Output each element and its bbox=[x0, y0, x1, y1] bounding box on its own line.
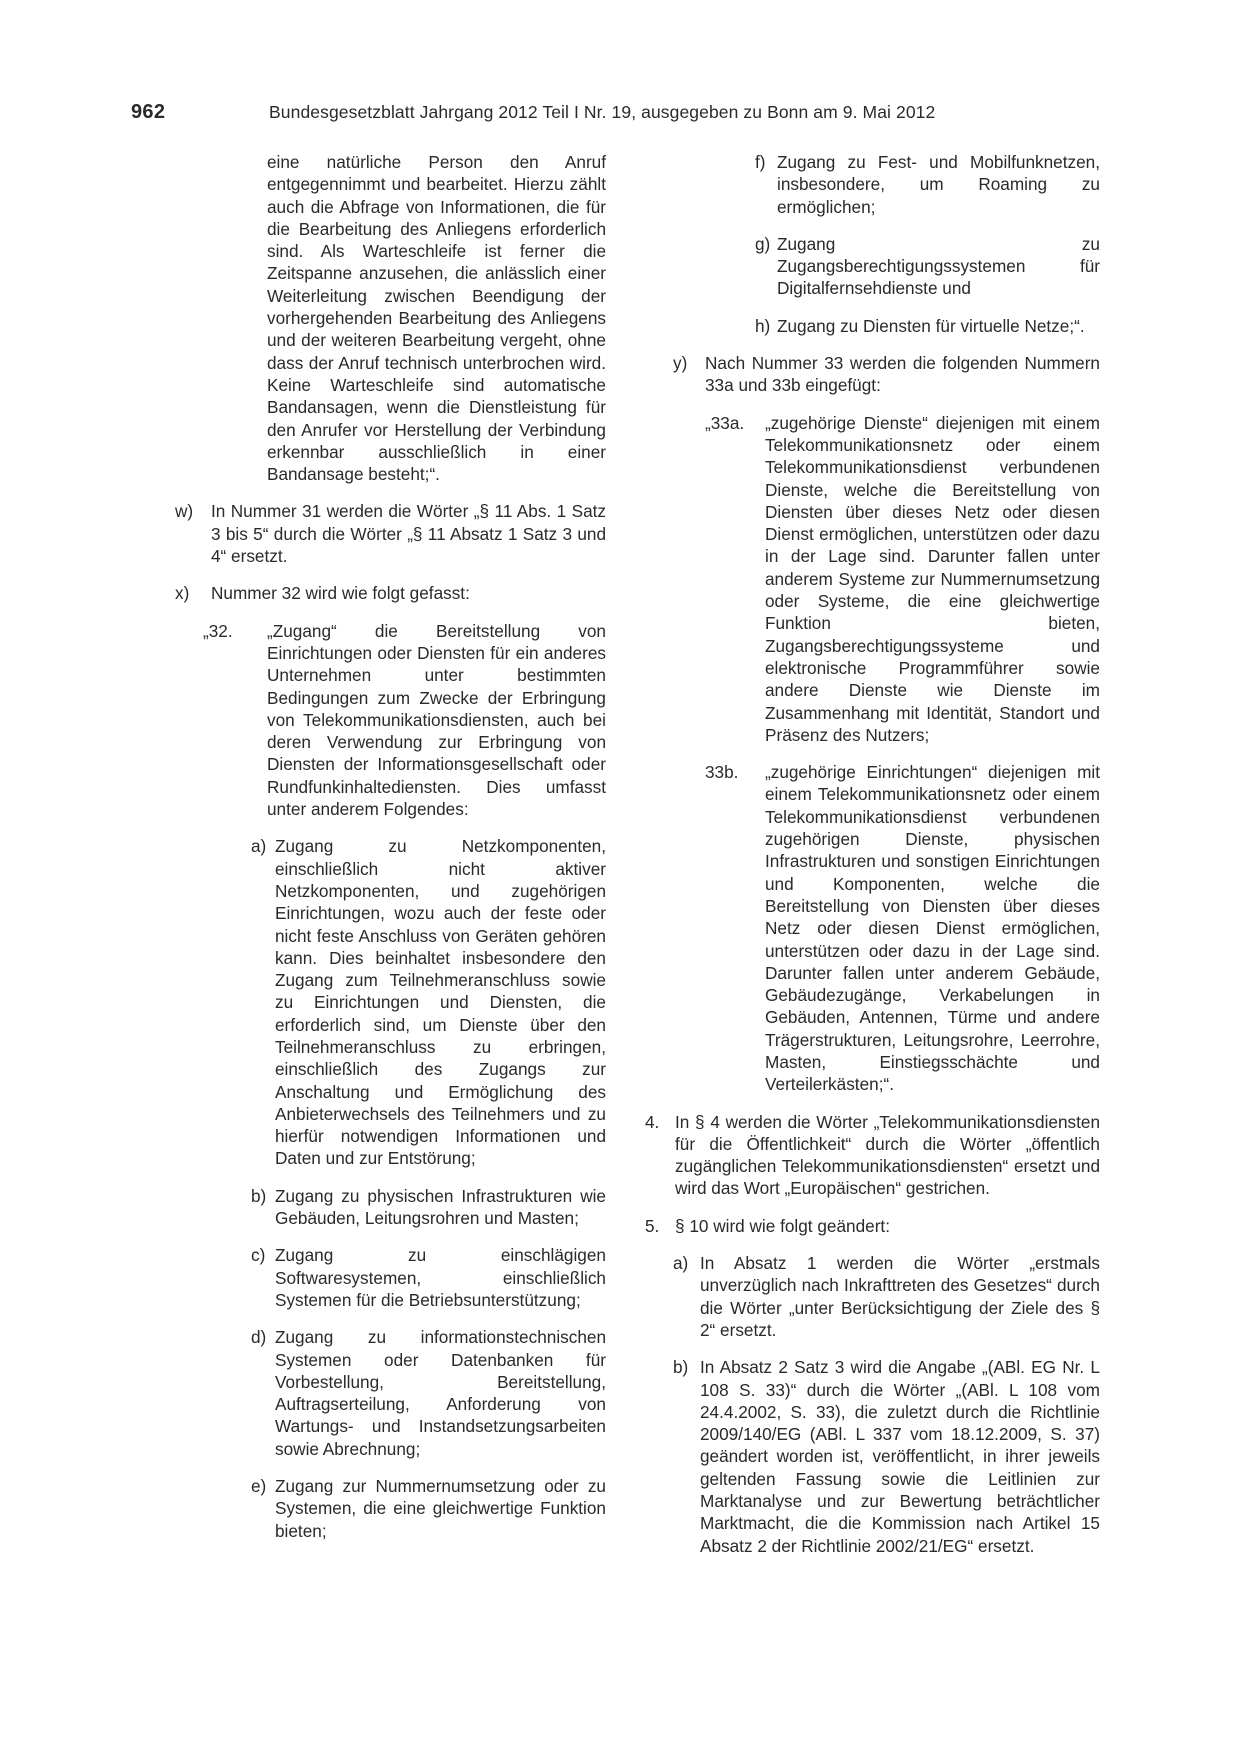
item-w bbox=[175, 500, 606, 567]
item-label: a) bbox=[251, 836, 267, 857]
item-text: Zugang zu Netzkomponenten, einschließlich nicht aktiver Netzkomponenten, und zugehörigen Einrichtungen, wozu auch der feste oder nicht feste Anschluss von Geräten gehören kann. Dies beinhaltet insbesondere den Zugang zum Teilnehmeranschluss sowie zu Einrichtungen und Diensten, die erforderlich sind, um Dienste über den Teilnehmeranschluss zu erbringen, einschließlich des Zugangs zur Anschaltung und Ermöglichung des Anbieterwechsels des Teilnehmers und zu hierfür notwendigen Informationen und Daten und zur Entstörung; bbox=[275, 836, 606, 1169]
item-text: Zugang zu einschlägigen Softwaresystemen, einschließlich Systemen für die Betriebsunterstützung; bbox=[275, 1245, 606, 1310]
item-text: In Absatz 1 werden die Wörter „erstmals unverzüglich nach Inkrafttreten des Gesetzes“ durch die Wörter „unter Berücksichtigung der Ziele des § 2“ ersetzt. bbox=[700, 1253, 1100, 1340]
item-text: Nummer 32 wird wie folgt gefasst: bbox=[211, 583, 470, 604]
item-33a bbox=[645, 412, 1100, 746]
item-32-c bbox=[175, 1244, 606, 1311]
item-label: d) bbox=[251, 1327, 267, 1348]
item-label: 33b. bbox=[705, 762, 739, 783]
item-label: y) bbox=[673, 353, 688, 374]
item-label: x) bbox=[175, 583, 190, 604]
item-label: g) bbox=[755, 233, 771, 254]
item-label: „32. bbox=[203, 620, 233, 641]
item-32-d bbox=[175, 1326, 606, 1460]
item-text: „Zugang“ die Bereitstellung von Einrichtungen oder Diensten für ein anderes Unternehmen unter bestimmten Bedingungen zum Zwecke der Erbringung von Telekommunikationsdiensten, auch bei deren Verwendung zur Erbringung von Diensten der Informationsgesellschaft oder Rundfunkinhaltediensten. Dies umfasst unter anderem Folgendes: bbox=[267, 620, 606, 820]
right-column bbox=[645, 151, 1100, 1572]
item-4 bbox=[645, 1111, 1100, 1200]
item-32-e bbox=[175, 1475, 606, 1542]
running-header: Bundesgesetzblatt Jahrgang 2012 Teil I Nr. 19, ausgegeben zu Bonn am 9. Mai 2012 bbox=[269, 102, 936, 122]
item-32-h bbox=[645, 315, 1100, 337]
item-y bbox=[645, 352, 1100, 397]
item-label: 5. bbox=[645, 1215, 660, 1236]
item-label: w) bbox=[175, 501, 194, 522]
item-label: a) bbox=[673, 1253, 689, 1274]
item-label: „33a. bbox=[705, 412, 745, 433]
item-text: In § 4 werden die Wörter „Telekommunikationsdiensten für die Öffentlichkeit“ durch die Wörter „öffentlich zugänglichen Telekommunikationsdiensten“ ersetzt und wird das Wort „Europäischen“ gestrichen. bbox=[675, 1111, 1100, 1199]
left-column bbox=[175, 151, 606, 1557]
continuation-text: eine natürliche Person den Anruf entgegennimmt und bearbeitet. Hierzu zählt auch die Abfrage von Informationen, die für die Bearbeitung des Anliegens erforderlich sind. Als Warteschleife ist ferner die Zeitspanne anzusehen, die anlässlich einer Weiterleitung zwischen Beendigung der vorhergehenden Bearbeitung des Anliegens und der weiteren Bearbeitung vergeht, ohne dass der Anruf technisch unterbrochen wird. Keine Warteschleife sind automatische Bandansagen, wenn die Dienstleistung für den Anrufer vor Herstellung der Verbindung erkennbar ausschließlich in einer Bandansage besteht;“. bbox=[267, 152, 606, 485]
item-text: Nach Nummer 33 werden die folgenden Nummern 33a und 33b eingefügt: bbox=[705, 353, 1100, 396]
item-text: § 10 wird wie folgt geändert: bbox=[675, 1215, 890, 1236]
item-label: e) bbox=[251, 1476, 267, 1497]
item-5-a bbox=[645, 1252, 1100, 1341]
item-32-b bbox=[175, 1185, 606, 1230]
item-32-a bbox=[175, 835, 606, 1169]
item-32 bbox=[175, 620, 606, 821]
item-5-b bbox=[645, 1356, 1100, 1557]
item-text: „zugehörige Dienste“ diejenigen mit einem Telekommunikationsnetz oder einem Telekommunikationsdienst verbundenen Dienste, welche die Bereitstellung von Diensten über dieses Netz oder diesen Dienst ermöglichen, unterstützen oder dazu in der Lage sind. Darunter fallen unter anderem Systeme zur Nummernumsetzung oder Systeme, die eine gleichwertige Funktion bieten, Zugangsberechtigungssysteme und elektronische Programmführer sowie andere Dienste wie Dienste im Zusammenhang mit Identität, Standort und Präsenz des Nutzers; bbox=[765, 412, 1100, 745]
item-text: Zugang zu Zugangsberechtigungssystemen für Digitalfernsehdienste und bbox=[777, 233, 1100, 299]
item-text: Zugang zu Diensten für virtuelle Netze;“. bbox=[777, 315, 1085, 336]
item-text: In Nummer 31 werden die Wörter „§ 11 Abs. 1 Satz 3 bis 5“ durch die Wörter „§ 11 Absatz 1 Satz 3 und 4“ ersetzt. bbox=[211, 501, 606, 567]
item-text: „zugehörige Einrichtungen“ diejenigen mit einem Telekommunikationsnetz oder einem Telekommunikationsdienst verbundenen zugehörigen Dienste, physischen Infrastrukturen und sonstigen Einrichtungen und Komponenten, welche die Bereitstellung von Diensten über dieses Netz oder diesen Dienst ermöglichen, unterstützen oder dazu in der Lage sind. Darunter fallen unter anderem Gebäude, Gebäudezugänge, Verkabelungen in Gebäuden, Antennen, Türme und andere Trägerstrukturen, Leitungsrohre, Leerrohre, Masten, Einstiegsschächte und Verteilerkästen;“. bbox=[765, 762, 1100, 1095]
item-label: h) bbox=[755, 315, 771, 336]
item-label: c) bbox=[251, 1245, 266, 1266]
page-number: 962 bbox=[131, 101, 166, 123]
item-label: b) bbox=[673, 1357, 689, 1378]
item-text: In Absatz 2 Satz 3 wird die Angabe „(ABl. EG Nr. L 108 S. 33)“ durch die Wörter „(ABl. L 108 vom 24.4.2002, S. 33), die zuletzt durch die Richtlinie 2009/140/EG (ABl. L 337 vom 18.12.2009, S. 37) geändert worden ist, veröffentlicht, in ihrer jeweils geltenden Fassung sowie die Leitlinien zur Marktanalyse und zur Bewertung beträchtlicher Marktmacht, die die Kommission nach Artikel 15 Absatz 2 der Richtlinie 2002/21/EG“ ersetzt. bbox=[700, 1357, 1100, 1556]
item-32-g bbox=[645, 233, 1100, 300]
item-text: Zugang zu physischen Infrastrukturen wie Gebäuden, Leitungsrohren und Masten; bbox=[275, 1185, 606, 1229]
item-33b bbox=[645, 761, 1100, 1095]
item-32-f bbox=[645, 151, 1100, 218]
item-x bbox=[175, 582, 606, 604]
item-5 bbox=[645, 1215, 1100, 1237]
item-text: Zugang zu informationstechnischen Systemen oder Datenbanken für Vorbestellung, Bereitstellung, Auftragserteilung, Anforderung von Wartungs- und Instandsetzungsarbeiten sowie Abrechnung; bbox=[275, 1327, 606, 1459]
item-text: Zugang zur Nummernumsetzung oder zu Systemen, die eine gleichwertige Funktion bieten; bbox=[275, 1476, 606, 1541]
item-label: 4. bbox=[645, 1111, 660, 1132]
item-label: f) bbox=[755, 152, 766, 172]
item-text: Zugang zu Fest- und Mobilfunknetzen, insbesondere, um Roaming zu ermöglichen; bbox=[777, 152, 1100, 217]
item-label: b) bbox=[251, 1185, 267, 1206]
